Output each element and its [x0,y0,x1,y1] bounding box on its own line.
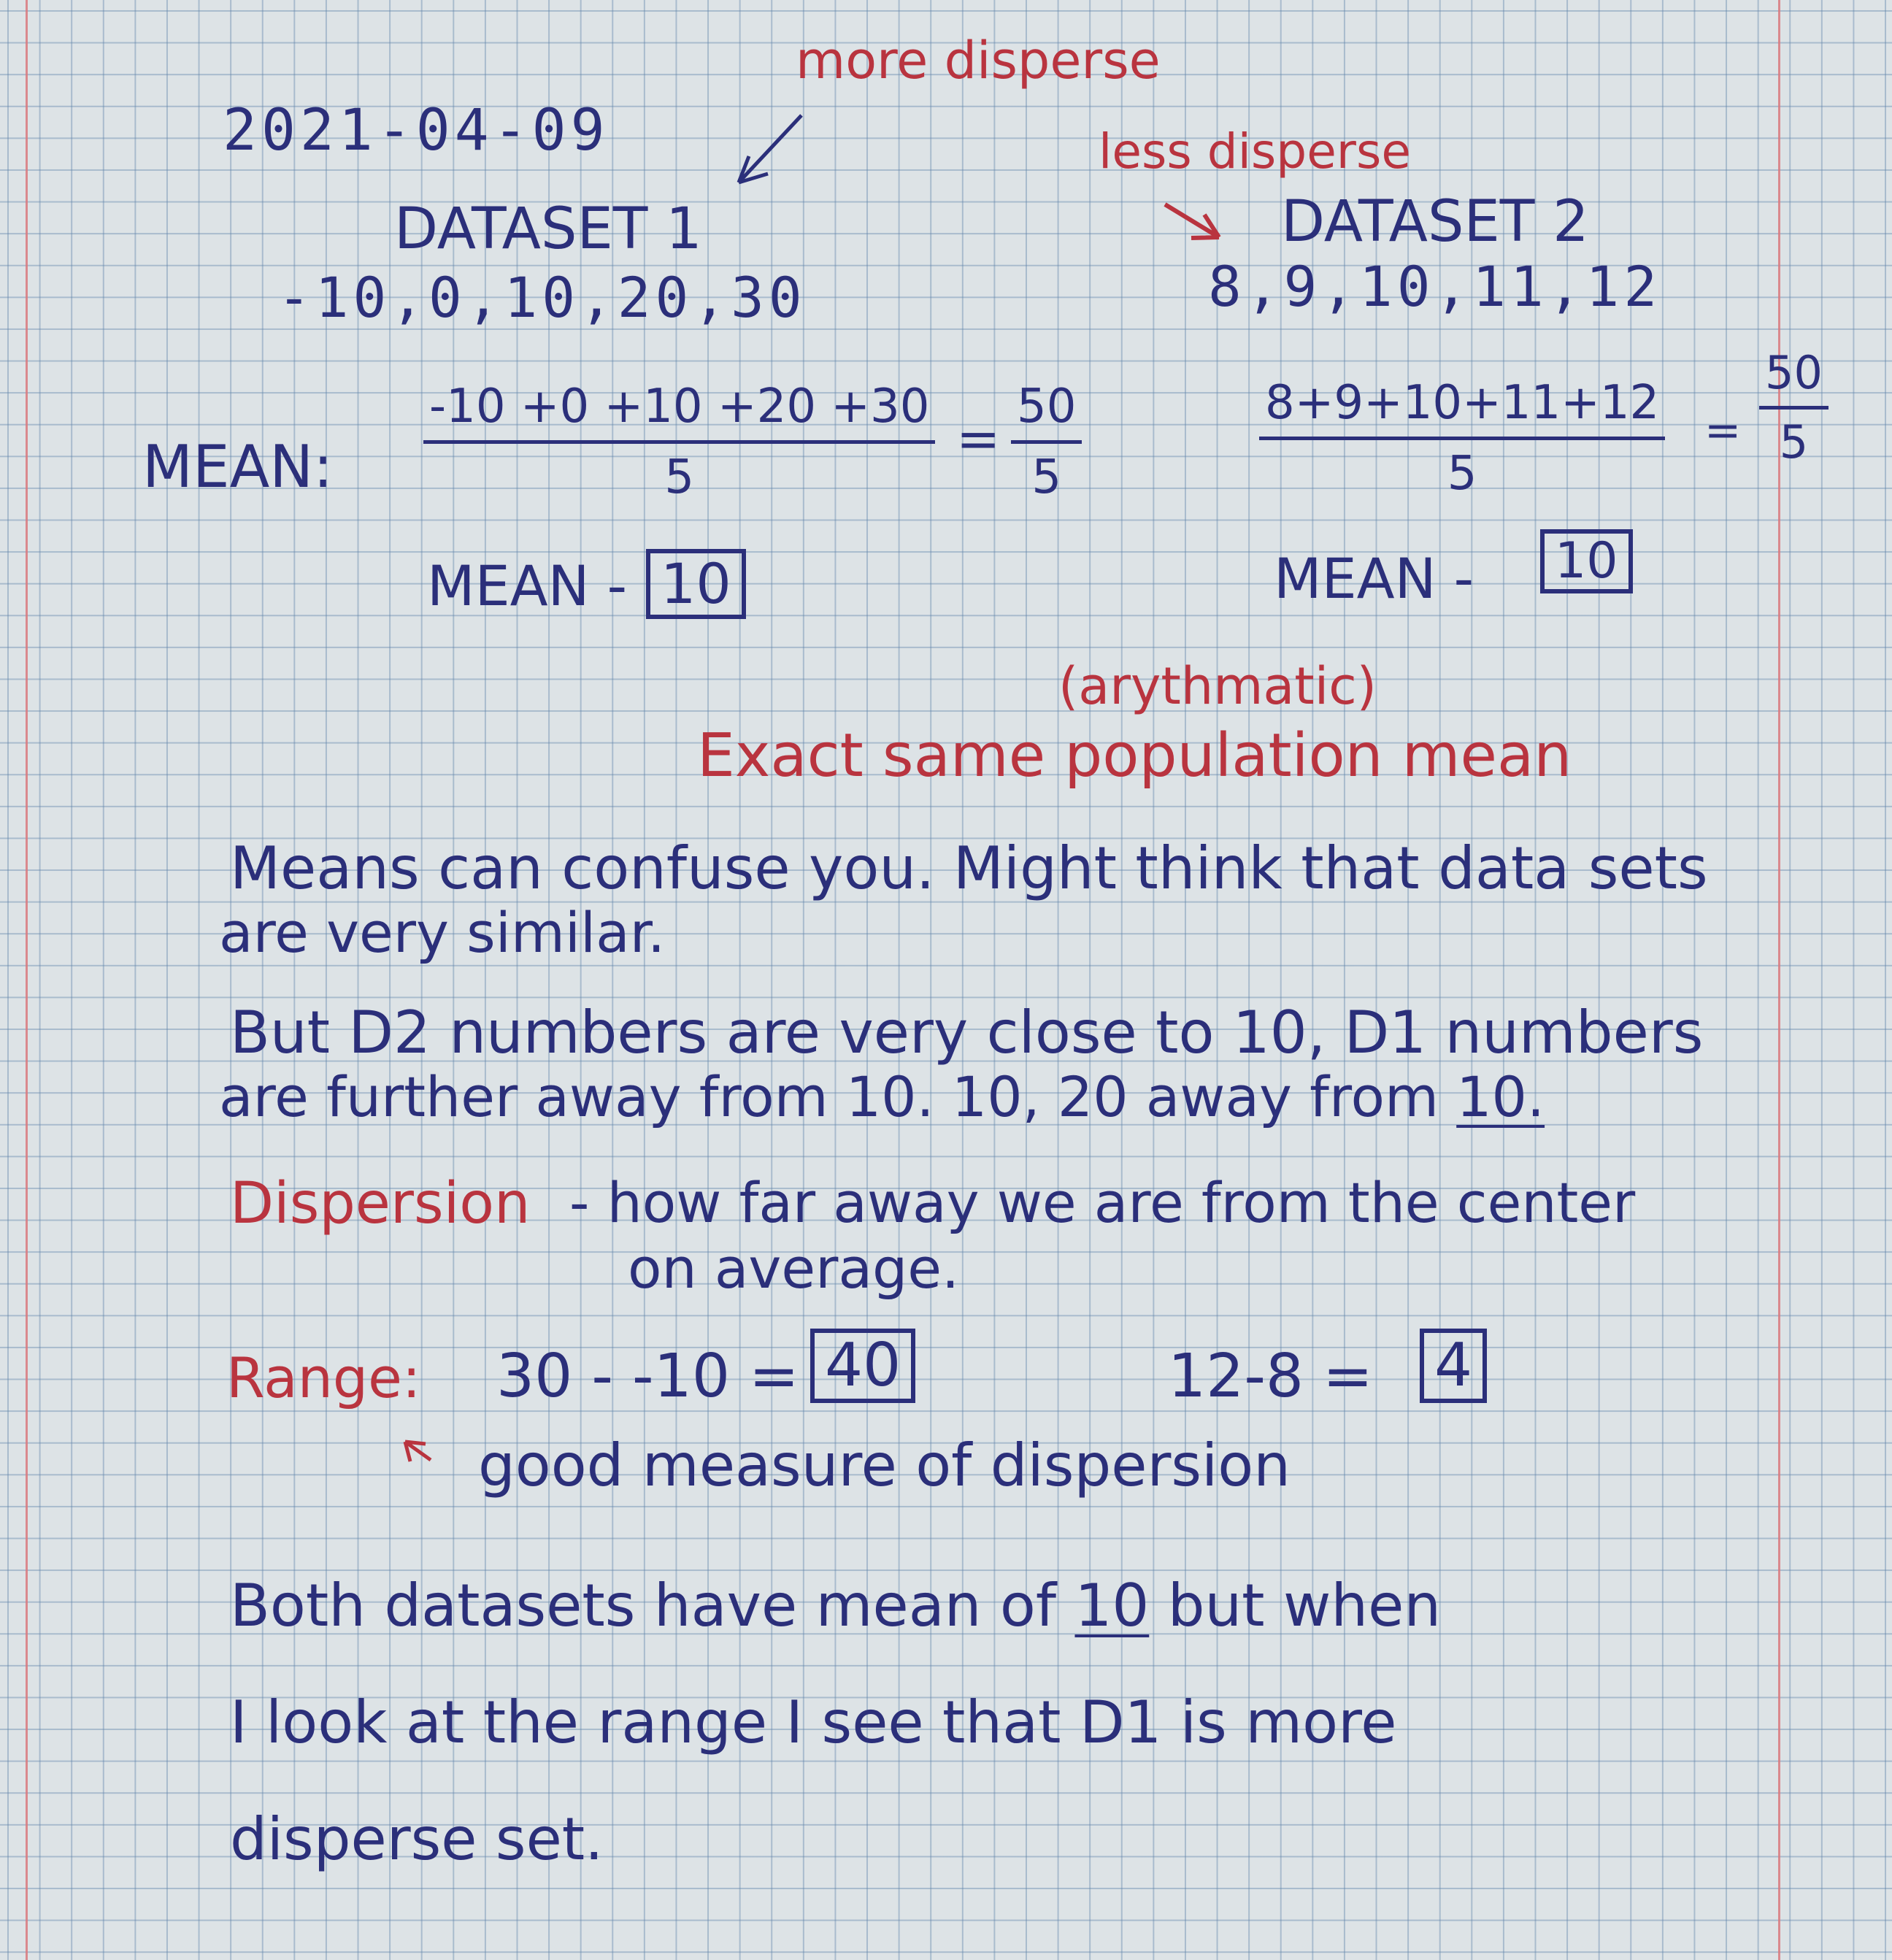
dataset2-mean-fraction [1259,376,1665,501]
conclusion-line1-prefix: Both datasets have mean of [230,1572,1075,1640]
dataset2-mean-result-label: MEAN - [1274,546,1474,611]
dataset2-result-denominator: 5 [1779,415,1809,469]
conclusion-line1-suffix: but when [1149,1572,1442,1640]
good-measure-arrow [405,1442,431,1461]
range-d2-expression: 12-8 = [1168,1342,1373,1411]
paragraph1-line1: Means can confuse you. Might think that data sets [230,834,1708,902]
conclusion-mean-value: 10 [1074,1572,1150,1640]
dataset2-result-numerator: 50 [1759,350,1828,410]
paragraph2-line1: But D2 numbers are very close to 10, D1 numbers [230,999,1704,1067]
date: 2021-04-09 [223,98,609,164]
good-measure-note: good measure of dispersion [478,1431,1291,1499]
dataset1-values: -10,0,10,20,30 [277,265,807,330]
same-mean-note: Exact same population mean [697,721,1572,791]
paragraph2-line2-text: are further away from 10. 10, 20 away from [219,1064,1457,1129]
dataset2-values: 8,9,10,11,12 [1208,254,1662,319]
paragraph2-line2 [219,1064,1545,1129]
range-d1-value: 40 [810,1329,915,1403]
dataset2-title: DATASET 2 [1281,189,1589,255]
dispersion-definition-line2: on average. [628,1236,960,1301]
dataset2-numerator: 8+9+10+11+12 [1259,380,1665,440]
conclusion-line2: I look at the range I see that D1 is more [230,1688,1397,1756]
less-disperse-arrow [1165,204,1219,238]
more-disperse-note: more disperse [796,31,1161,91]
dataset1-denominator: 5 [664,450,695,504]
dataset1-equals: = [956,408,1001,469]
paragraph1-line2: are very similar. [219,900,666,965]
dataset2-mean-value: 10 [1540,529,1633,593]
arithmetic-note: (arythmatic) [1058,656,1377,716]
dataset1-numerator: -10 +0 +10 +20 +30 [423,383,935,444]
dispersion-definition-line1: - how far away we are from the center [569,1170,1636,1235]
dataset1-result-denominator: 5 [1031,450,1062,504]
dataset2-equals: = [1704,405,1742,456]
mean-label: MEAN: [142,433,334,501]
dataset1-result-numerator: 50 [1011,383,1082,444]
dataset1-mean-fraction [423,380,935,504]
less-disperse-note: less disperse [1099,123,1411,180]
dataset2-denominator: 5 [1447,447,1477,501]
dataset2-result-fraction [1759,346,1828,469]
range-label: Range: [226,1345,421,1410]
dataset1-result-fraction [1011,380,1082,504]
conclusion-line1 [230,1572,1442,1640]
range-d2-value: 4 [1420,1329,1487,1403]
more-disperse-arrow [739,115,801,182]
dispersion-term: Dispersion [230,1171,531,1237]
dataset1-mean-result-label: MEAN - [427,553,628,618]
paragraph2-underlined-ten: 10. [1456,1064,1545,1129]
dataset1-mean-value: 10 [646,549,746,619]
conclusion-line3: disperse set. [230,1805,604,1873]
dataset1-title: DATASET 1 [394,196,702,262]
range-d1-expression: 30 - -10 = [496,1342,799,1411]
